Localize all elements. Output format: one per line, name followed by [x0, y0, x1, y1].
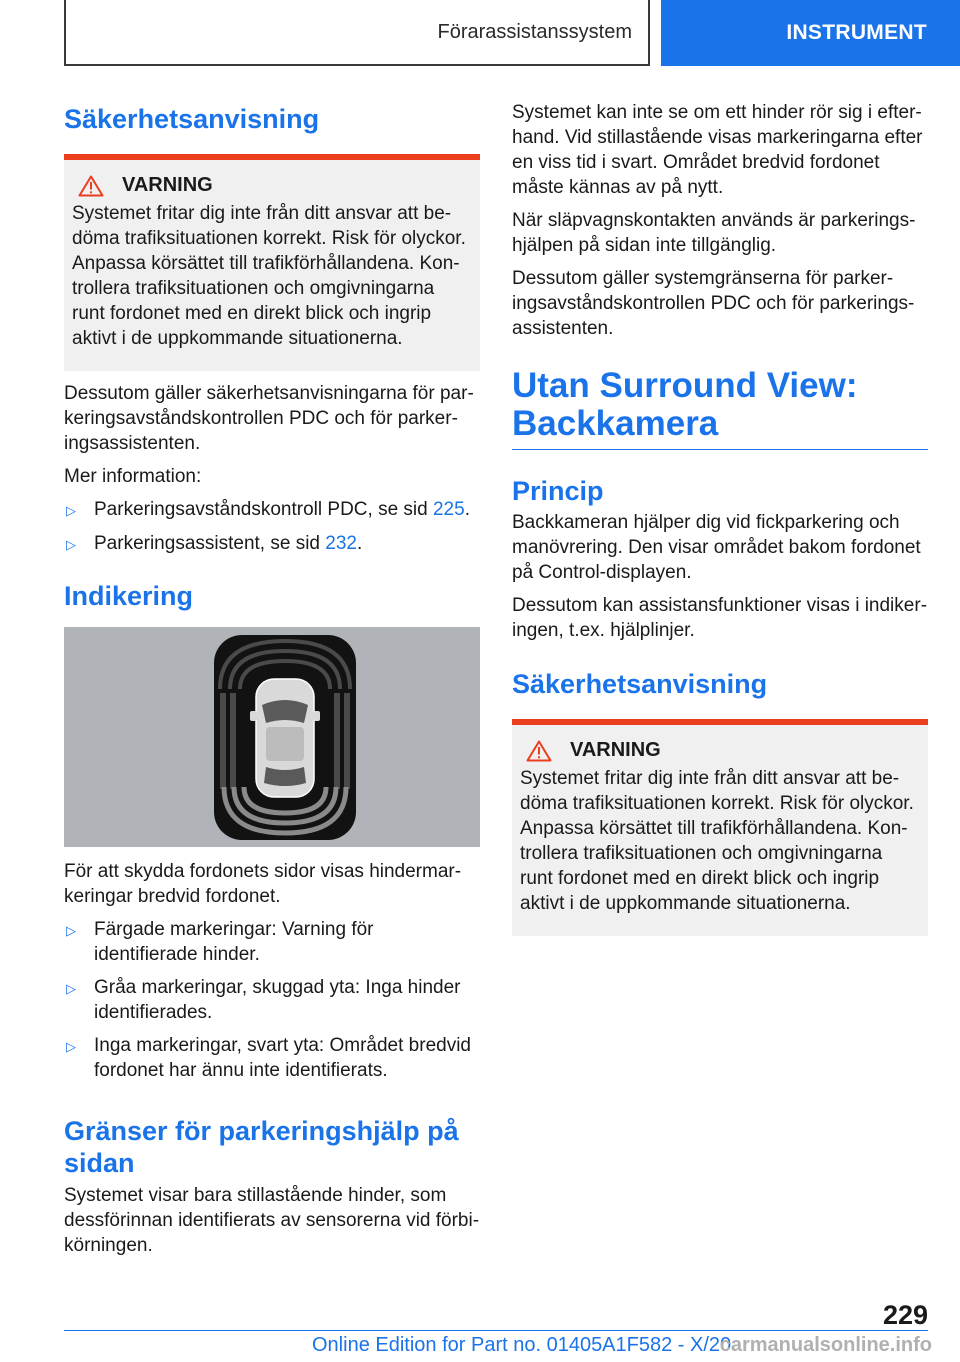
section-title: INSTRUMENT	[786, 21, 927, 44]
additional-safety-text: Dessutom gäller säkerhetsanvisningarna för parkeringsavståndskontrollen PDC och för parkeringsassistenten.	[64, 383, 474, 454]
limits-text: Systemet visar bara stillastående hinder, som dessförinnan identifierats av sensorerna vid förbikörningen.	[64, 1185, 480, 1256]
limits-heading: Gränser för parkeringshjälp på sidan	[64, 1116, 459, 1178]
warning-box-2	[512, 719, 928, 936]
warning-text: Systemet fritar dig inte från ditt ansvar att bedöma trafiksituationen korrekt. Risk för olyckor. Anpassa körsättet till trafikförhållandena. Kontrollera trafiksituationen och omgivningarna runt fordonet med en direkt blick och ingrip aktivt i de uppkommande situationerna.	[72, 203, 466, 349]
warning-header	[520, 739, 920, 762]
main-heading-block	[512, 367, 928, 450]
warning-box	[64, 154, 480, 371]
system-limits-note: Dessutom gäller systemgränserna för parkeringsavståndskontrollen PDC och för parkeringsassistenten.	[512, 268, 915, 339]
principle-heading: Princip	[512, 476, 604, 506]
reference-list	[64, 497, 480, 557]
car-top-view-icon	[64, 627, 480, 847]
safety-heading: Säkerhetsanvisning	[64, 104, 320, 134]
trailer-note: När släpvagnskontakten används är parkeringshjälpen på sidan inte tillgänglig.	[512, 210, 916, 256]
warning-label: VARNING	[122, 174, 213, 196]
principle-text-2: Dessutom kan assistansfunktioner visas i indikeringen, t.ex. hjälplinjer.	[512, 595, 928, 641]
section-tab	[661, 0, 960, 66]
warning-label: VARNING	[570, 739, 661, 761]
page-link-232[interactable]: 232	[325, 533, 357, 554]
safety-heading-2: Säkerhetsanvisning	[512, 669, 768, 699]
indication-text: För att skydda fordonets sidor visas hindermarkeringar bredvid fordonet.	[64, 861, 462, 907]
chapter-title: Förarassistanssystem	[437, 20, 632, 43]
principle-text: Backkameran hjälper dig vid fickparkering och manövrering. Den visar området bakom fordonet på Control-displayen.	[512, 512, 921, 583]
bullet-triangle-icon: ▷	[66, 1039, 76, 1054]
bullet-triangle-icon: ▷	[66, 503, 76, 518]
edition-text: Online Edition for Part no. 01405A1F582 - X/20	[312, 1334, 732, 1356]
chapter-tab	[64, 0, 650, 66]
main-heading: Utan Surround View: Backkamera	[512, 366, 858, 443]
more-info-label: Mer information:	[64, 466, 202, 487]
indication-list	[64, 917, 480, 1083]
page-link-225[interactable]: 225	[432, 499, 465, 520]
watermark-text: carmanualsonline.info	[719, 1334, 932, 1356]
bullet-triangle-icon: ▷	[66, 981, 76, 996]
parking-view-illustration	[64, 627, 480, 847]
right-column	[512, 100, 928, 936]
footer-divider	[64, 1330, 928, 1331]
warning-text: Systemet fritar dig inte från ditt ansvar att bedöma trafiksituationen korrekt. Risk för olyckor. Anpassa körsättet till trafikförhållandena. Kontrollera trafiksituationen och omgivningarna runt fordonet med en direkt blick och ingrip aktivt i de uppkommande situationerna.	[520, 768, 914, 914]
left-column	[64, 96, 480, 1258]
list-item: ▷ Parkeringsavståndskontroll PDC, se sid 225.	[64, 497, 480, 523]
list-item: ▷ Parkeringsassistent, se sid 232.	[64, 531, 480, 557]
list-item: ▷ Inga markeringar, svart yta: Området bredvid fordonet har ännu inte identifierats.	[66, 1035, 471, 1081]
list-item: ▷ Färgade markeringar: Varning för identifierade hinder.	[66, 919, 374, 965]
bullet-triangle-icon: ▷	[66, 537, 76, 552]
page-number: 229	[882, 1300, 928, 1330]
warning-triangle-icon	[526, 740, 552, 762]
warning-header	[72, 174, 472, 197]
warning-triangle-icon	[78, 175, 104, 197]
limits-text-continued: Systemet kan inte se om ett hinder rör sig i efterhand. Vid stillastående visas markeringarna efter en viss tid i svart. Området bredvid fordonet måste kännas av på nytt.	[512, 102, 923, 198]
indication-heading: Indikering	[64, 581, 194, 611]
list-item: ▷ Gråa markeringar, skuggad yta: Inga hinder identifierades.	[66, 977, 461, 1023]
bullet-triangle-icon: ▷	[66, 923, 76, 938]
